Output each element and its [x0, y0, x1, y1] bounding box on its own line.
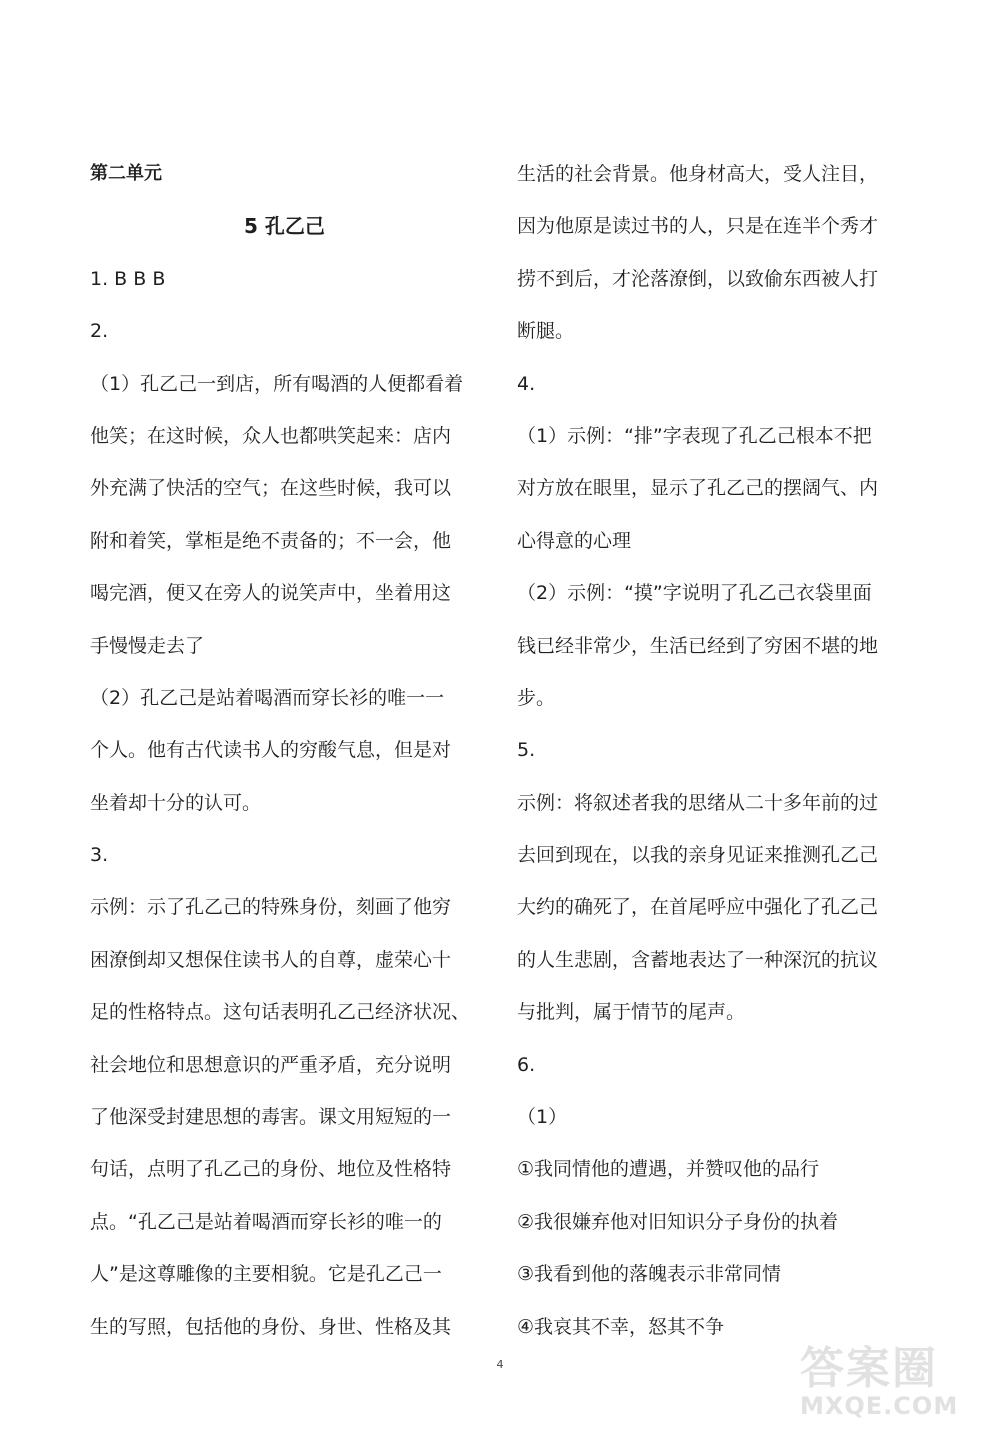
- answer-line: 坐着却十分的认可。: [90, 791, 262, 814]
- answer-line: 5.: [517, 739, 536, 762]
- answer-line: 对方放在眼里，显示了孔乙己的摆阔气、内: [517, 477, 879, 500]
- answer-line: 生活的社会背景。他身材高大，受人注目，: [517, 163, 879, 185]
- answer-line: 社会地位和思想意识的严重矛盾，充分说明: [90, 1053, 452, 1076]
- answer-line: 4.: [517, 372, 536, 395]
- answer-line: 去回到现在，以我的亲身见证来推测孔乙己: [517, 844, 879, 867]
- answer-line: ②我很嫌弃他对旧知识分子身份的执着: [517, 1210, 839, 1233]
- answer-line: 与批判，属于情节的尾声。: [517, 1001, 746, 1024]
- answer-line: 生的写照，包括他的身份、身世、性格及其: [90, 1315, 452, 1338]
- answer-line: 个人。他有古代读书人的穷酸气息，但是对: [90, 739, 452, 762]
- answer-line: 示例：将叙述者我的思绪从二十多年前的过: [517, 791, 879, 814]
- answer-line: 了他深受封建思想的毒害。课文用短短的一: [90, 1106, 452, 1129]
- answer-line: 外充满了快活的空气；在这些时候，我可以: [90, 477, 452, 500]
- watermark-url-text: MXQE.COM: [800, 1392, 959, 1420]
- right-answer-lines: [517, 150, 912, 1355]
- answer-line: 喝完酒，便又在旁人的说笑声中，坐着用这: [90, 582, 452, 605]
- answer-line: 的人生悲剧，含蓄地表达了一种深沉的抗议: [517, 948, 879, 971]
- answer-line: 附和着笑，掌柜是绝不责备的；不一会，他: [90, 529, 452, 552]
- left-answer-lines: [90, 255, 482, 1355]
- watermark-logo-text: 答案圈: [800, 1343, 938, 1394]
- answer-line: （1）: [517, 1106, 568, 1129]
- answer-line: 1. B B B: [90, 267, 166, 290]
- answer-line: ①我同情他的遭遇，并赞叹他的品行: [517, 1158, 820, 1181]
- answer-line: 心得意的心理: [517, 529, 632, 552]
- unit-title: 第二单元: [90, 163, 162, 184]
- answer-line: 6.: [517, 1053, 536, 1076]
- answer-line: （1）孔乙己一到店，所有喝酒的人便都看着: [90, 372, 464, 395]
- answer-line: 句话，点明了孔乙己的身份、地位及性格特: [90, 1158, 452, 1181]
- answer-line: 困潦倒却又想保住读书人的自尊，虚荣心十: [90, 948, 452, 971]
- answer-line: ③我看到他的落魄表示非常同情: [517, 1263, 782, 1286]
- answer-line: 捞不到后，才沦落潦倒，以致偷东西被人打: [517, 267, 879, 290]
- answer-line: ④我哀其不幸，怒其不争: [517, 1315, 725, 1338]
- answer-line: （1）示例：“排”字表现了孔乙己根本不把: [517, 424, 872, 447]
- left-column: [90, 150, 482, 1355]
- answer-line: 钱已经非常少，生活已经到了穷困不堪的地: [517, 634, 879, 657]
- answer-line: 人”是这尊雕像的主要相貌。它是孔乙己一: [90, 1263, 442, 1286]
- answer-line: 3.: [90, 844, 109, 867]
- right-column: [517, 150, 912, 1355]
- answer-line: 步。: [517, 686, 556, 709]
- answer-line: 足的性格特点。这句话表明孔乙己经济状况、: [90, 1001, 471, 1024]
- answer-line: 手慢慢走去了: [90, 634, 205, 657]
- answer-line: （2）孔乙己是站着喝酒而穿长衫的唯一一: [90, 686, 445, 709]
- page-number: 4: [496, 1358, 504, 1371]
- answer-line: 断腿。: [517, 320, 575, 343]
- answer-line: 因为他原是读过书的人，只是在连半个秀才: [517, 215, 879, 238]
- answer-line: 示例：示了孔乙己的特殊身份，刻画了他穷: [90, 896, 452, 919]
- lesson-title: 5 孔乙己: [244, 214, 325, 239]
- answer-line: （2）示例：“摸”字说明了孔乙己衣袋里面: [517, 582, 872, 605]
- site-watermark: [800, 1343, 990, 1426]
- answer-line: 2.: [90, 320, 109, 343]
- answer-line: 他笑；在这时候，众人也都哄笑起来：店内: [90, 424, 452, 447]
- answer-line: 大约的确死了，在首尾呼应中强化了孔乙己: [517, 896, 879, 919]
- answer-line: 点。“孔乙己是站着喝酒而穿长衫的唯一的: [90, 1210, 442, 1233]
